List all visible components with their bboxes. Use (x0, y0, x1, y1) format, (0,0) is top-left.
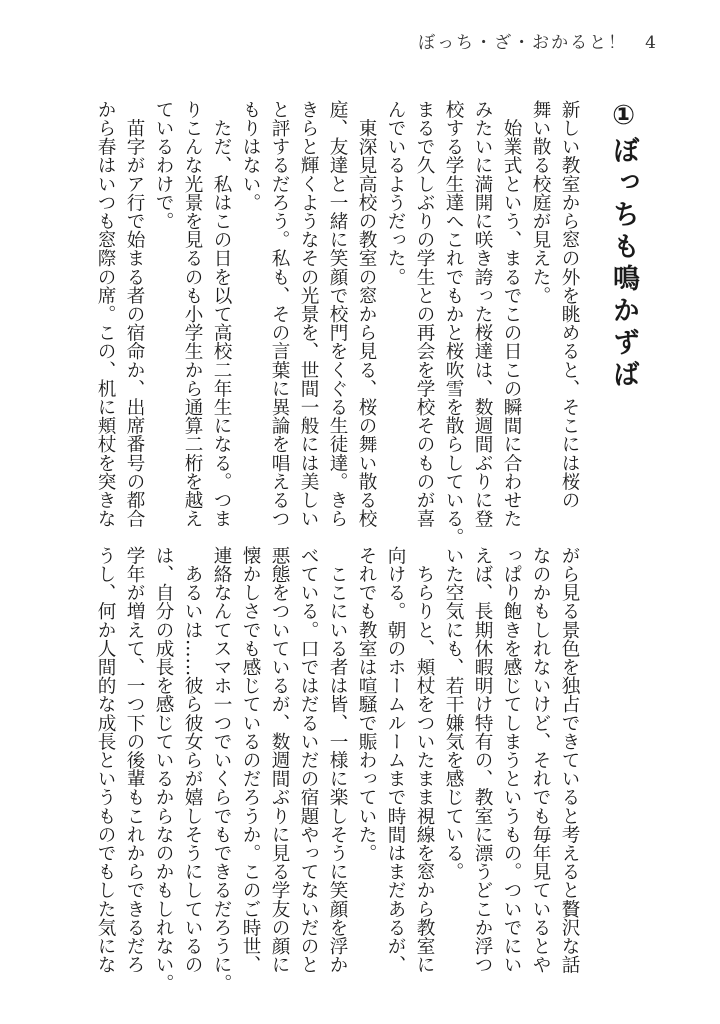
text-column: ちらりと、頬杖をついたまま視線を窓から教室に (414, 546, 435, 974)
text-column: 始業式という、まるでこの日この瞬間に合わせた (501, 100, 522, 528)
text-block-lower (91, 546, 584, 993)
text-column: 連絡なんてスマホ一つでいくらでもできるだろうに。 (211, 546, 232, 993)
text-column: それでも教室は喧騒で賑わっていた。 (356, 546, 377, 863)
text-column: んでいるようだった。 (385, 100, 406, 286)
text-column: から春はいつも窓際の席。この、机に頬杖を突きな (95, 100, 116, 528)
text-column: ているわけで。 (153, 100, 174, 231)
text-column: 悪態をついているが、数週間ぶりに見る学友の顔に (269, 546, 290, 974)
text-column: もりはない。 (240, 100, 261, 212)
text-column: 東深見高校の教室の窓から見る、桜の舞い散る校 (356, 100, 377, 528)
chapter-title: ①ぼっちも鳴かずば (608, 100, 639, 392)
page-number: 4 (645, 33, 658, 53)
text-column: と評するだろう。私も、その言葉に異論を唱えるつ (269, 100, 290, 528)
text-column: がら見る景色を独占できていると考えると贅沢な話 (559, 546, 580, 974)
text-column: あるいは……彼ら彼女らが嬉しそうにしているの (182, 546, 203, 974)
text-column: 懐かしさでも感じているのだろうか。このご時世、 (240, 546, 261, 974)
text-column: きらと輝くようなその光景を、世間一般には美しい (298, 100, 319, 528)
text-column: まるで久しぶりの学生との再会を学校そのものが喜 (414, 100, 435, 528)
text-column: いた空気にも、若干嫌気を感じている。 (443, 546, 464, 881)
text-column: みたいに満開に咲き誇った桜達は、数週間ぶりに登 (472, 100, 493, 528)
running-head (418, 28, 658, 53)
text-column: ここにいる者は皆、一様に楽しそうに笑顔を浮か (327, 546, 348, 974)
text-column: えば、長期休暇明け特有の、教室に漂うどこか浮つ (472, 546, 493, 974)
text-column: っぱり飽きを感じてしまうというもの。ついでにい (501, 546, 522, 974)
text-column: 苗字がア行で始まる者の宿命か、出席番号の都合 (124, 100, 145, 528)
text-column: なのかもしれないけど、それでも毎年見ているとや (530, 546, 551, 974)
text-column: ただ、私はこの日を以て高校二年生になる。つま (211, 100, 232, 528)
text-column: 庭、友達と一緒に笑顔で校門をくぐる生徒達。きら (327, 100, 348, 528)
text-column: 舞い散る校庭が見えた。 (530, 100, 551, 305)
text-column: べている。口ではだるいだの宿題やってないだのと (298, 546, 319, 974)
text-block-upper (91, 100, 584, 547)
text-column: は、自分の成長を感じているからなのかもしれない。 (153, 546, 174, 993)
text-column: 学年が増えて、一つ下の後輩もこれからできるだろ (124, 546, 145, 974)
text-column: 校する学生達へこれでもかと桜吹雪を散らしている。 (443, 100, 464, 547)
text-column: 新しい教室から窓の外を眺めると、そこには桜の (559, 100, 580, 510)
text-column: うし、何か人間的な成長というものでもした気にな (95, 546, 116, 974)
book-title: ぼっち・ざ・おかると！ (418, 33, 628, 53)
text-column: 向ける。朝のホームルームまで時間はまだあるが、 (385, 546, 406, 974)
text-column: りこんな光景を見るのも小学生から通算二桁を越え (182, 100, 203, 528)
